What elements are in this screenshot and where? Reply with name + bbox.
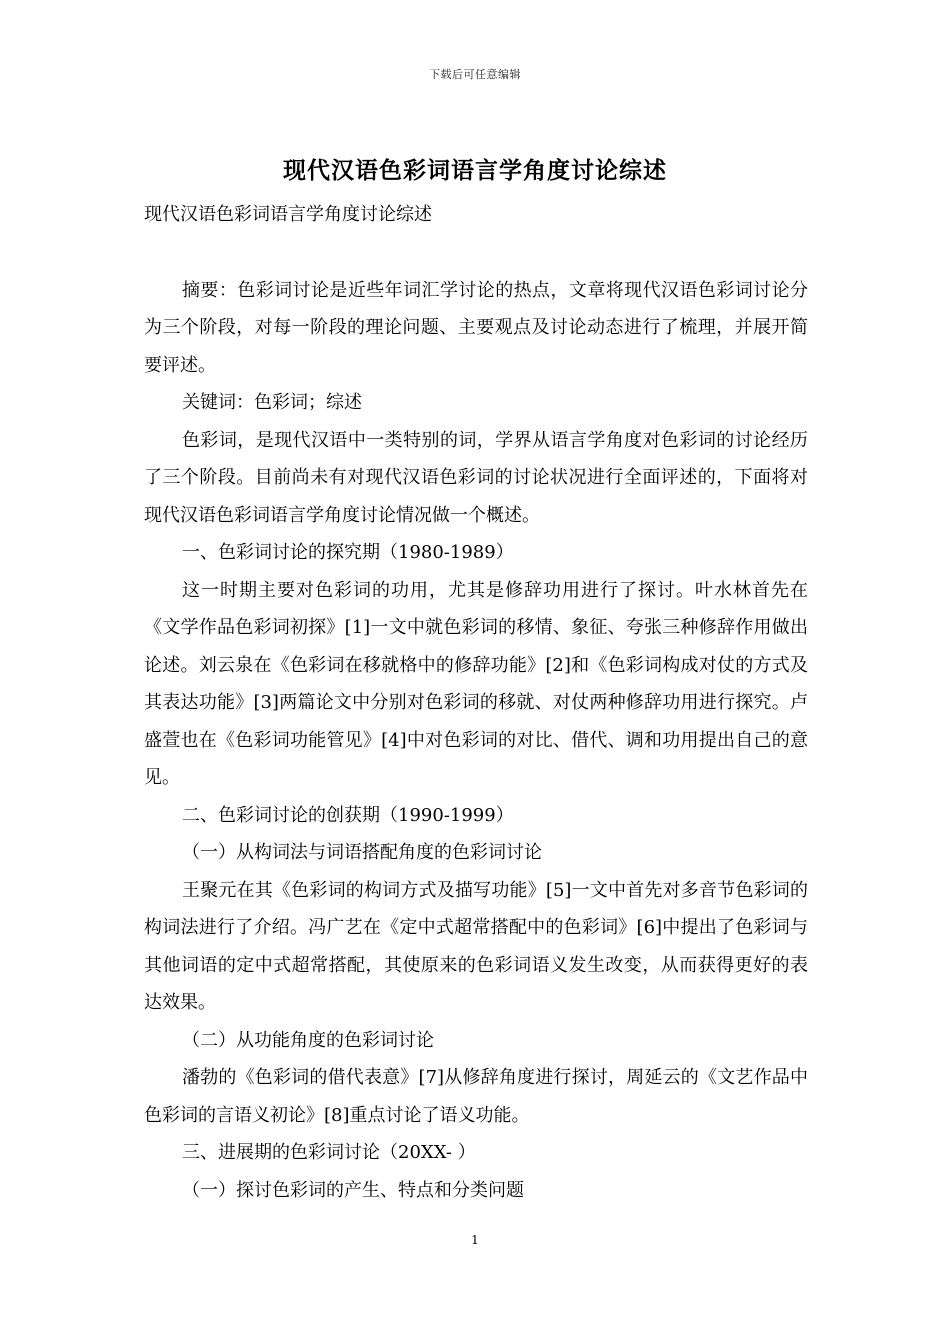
section2-sub1-body: 王聚元在其《色彩词的构词方式及描写功能》[5]一文中首先对多音节色彩词的构词法进行了介绍。冯广艺在《定中式超常搭配中的色彩词》[6]中提出了色彩词与其他词语的定中式超常搭配，其使原来的色彩词语义发生改变，从而获得更好的表达效果。 — [144, 879, 808, 1013]
blank-line — [144, 234, 808, 272]
section3-sub1-heading: （一）探讨色彩词的产生、特点和分类问题 — [182, 1179, 524, 1201]
section2-sub2-heading: （二）从功能角度的色彩词讨论 — [182, 1029, 434, 1051]
abstract-paragraph: 摘要：色彩词讨论是近些年词汇学讨论的热点，文章将现代汉语色彩词讨论分为三个阶段，对每一阶段的理论问题、主要观点及讨论动态进行了梳理，并展开简要评述。 — [144, 279, 808, 376]
section1-heading: 一、色彩词讨论的探究期（1980-1989） — [182, 542, 514, 563]
section2-sub1-heading: （一）从构词法与词语搭配角度的色彩词讨论 — [182, 842, 542, 863]
section2-heading: 二、色彩词讨论的创获期（1990-1999） — [182, 804, 514, 826]
section3-heading: 三、进展期的色彩词讨论（20XX- ） — [182, 1142, 476, 1163]
intro-paragraph: 色彩词，是现代汉语中一类特别的词，学界从语言学角度对色彩词的讨论经历了三个阶段。目前尚未有对现代汉语色彩词的讨论状况进行全面评述的，下面将对现代汉语色彩词语言学角度讨论情况做一个概述。 — [144, 429, 808, 526]
document-subtitle: 现代汉语色彩词语言学角度讨论综述 — [144, 204, 432, 225]
keywords-line: 关键词：色彩词；综述 — [182, 392, 362, 413]
page-header: 下载后可任意编辑 — [429, 68, 521, 81]
page-number: 1 — [471, 1233, 479, 1247]
document-title: 现代汉语色彩词语言学角度讨论综述 — [283, 157, 667, 184]
document-body — [144, 196, 808, 1209]
section2-sub2-body: 潘勃的《色彩词的借代表意》[7]从修辞角度进行探讨，周延云的《文艺作品中色彩词的言语义初论》[8]重点讨论了语义功能。 — [144, 1067, 808, 1126]
section1-body: 这一时期主要对色彩词的功用，尤其是修辞功用进行了探讨。叶水林首先在《文学作品色彩词初探》[1]一文中就色彩词的移情、象征、夸张三种修辞作用做出论述。刘云泉在《色彩词在移就格中的修辞功能》[2]和《色彩词构成对仗的方式及其表达功能》[3]两篇论文中分别对色彩词的移就、对仗两种修辞功用进行探究。卢盛萱也在《色彩词功能管见》[4]中对色彩词的对比、借代、调和功用提出自己的意见。 — [144, 579, 808, 788]
